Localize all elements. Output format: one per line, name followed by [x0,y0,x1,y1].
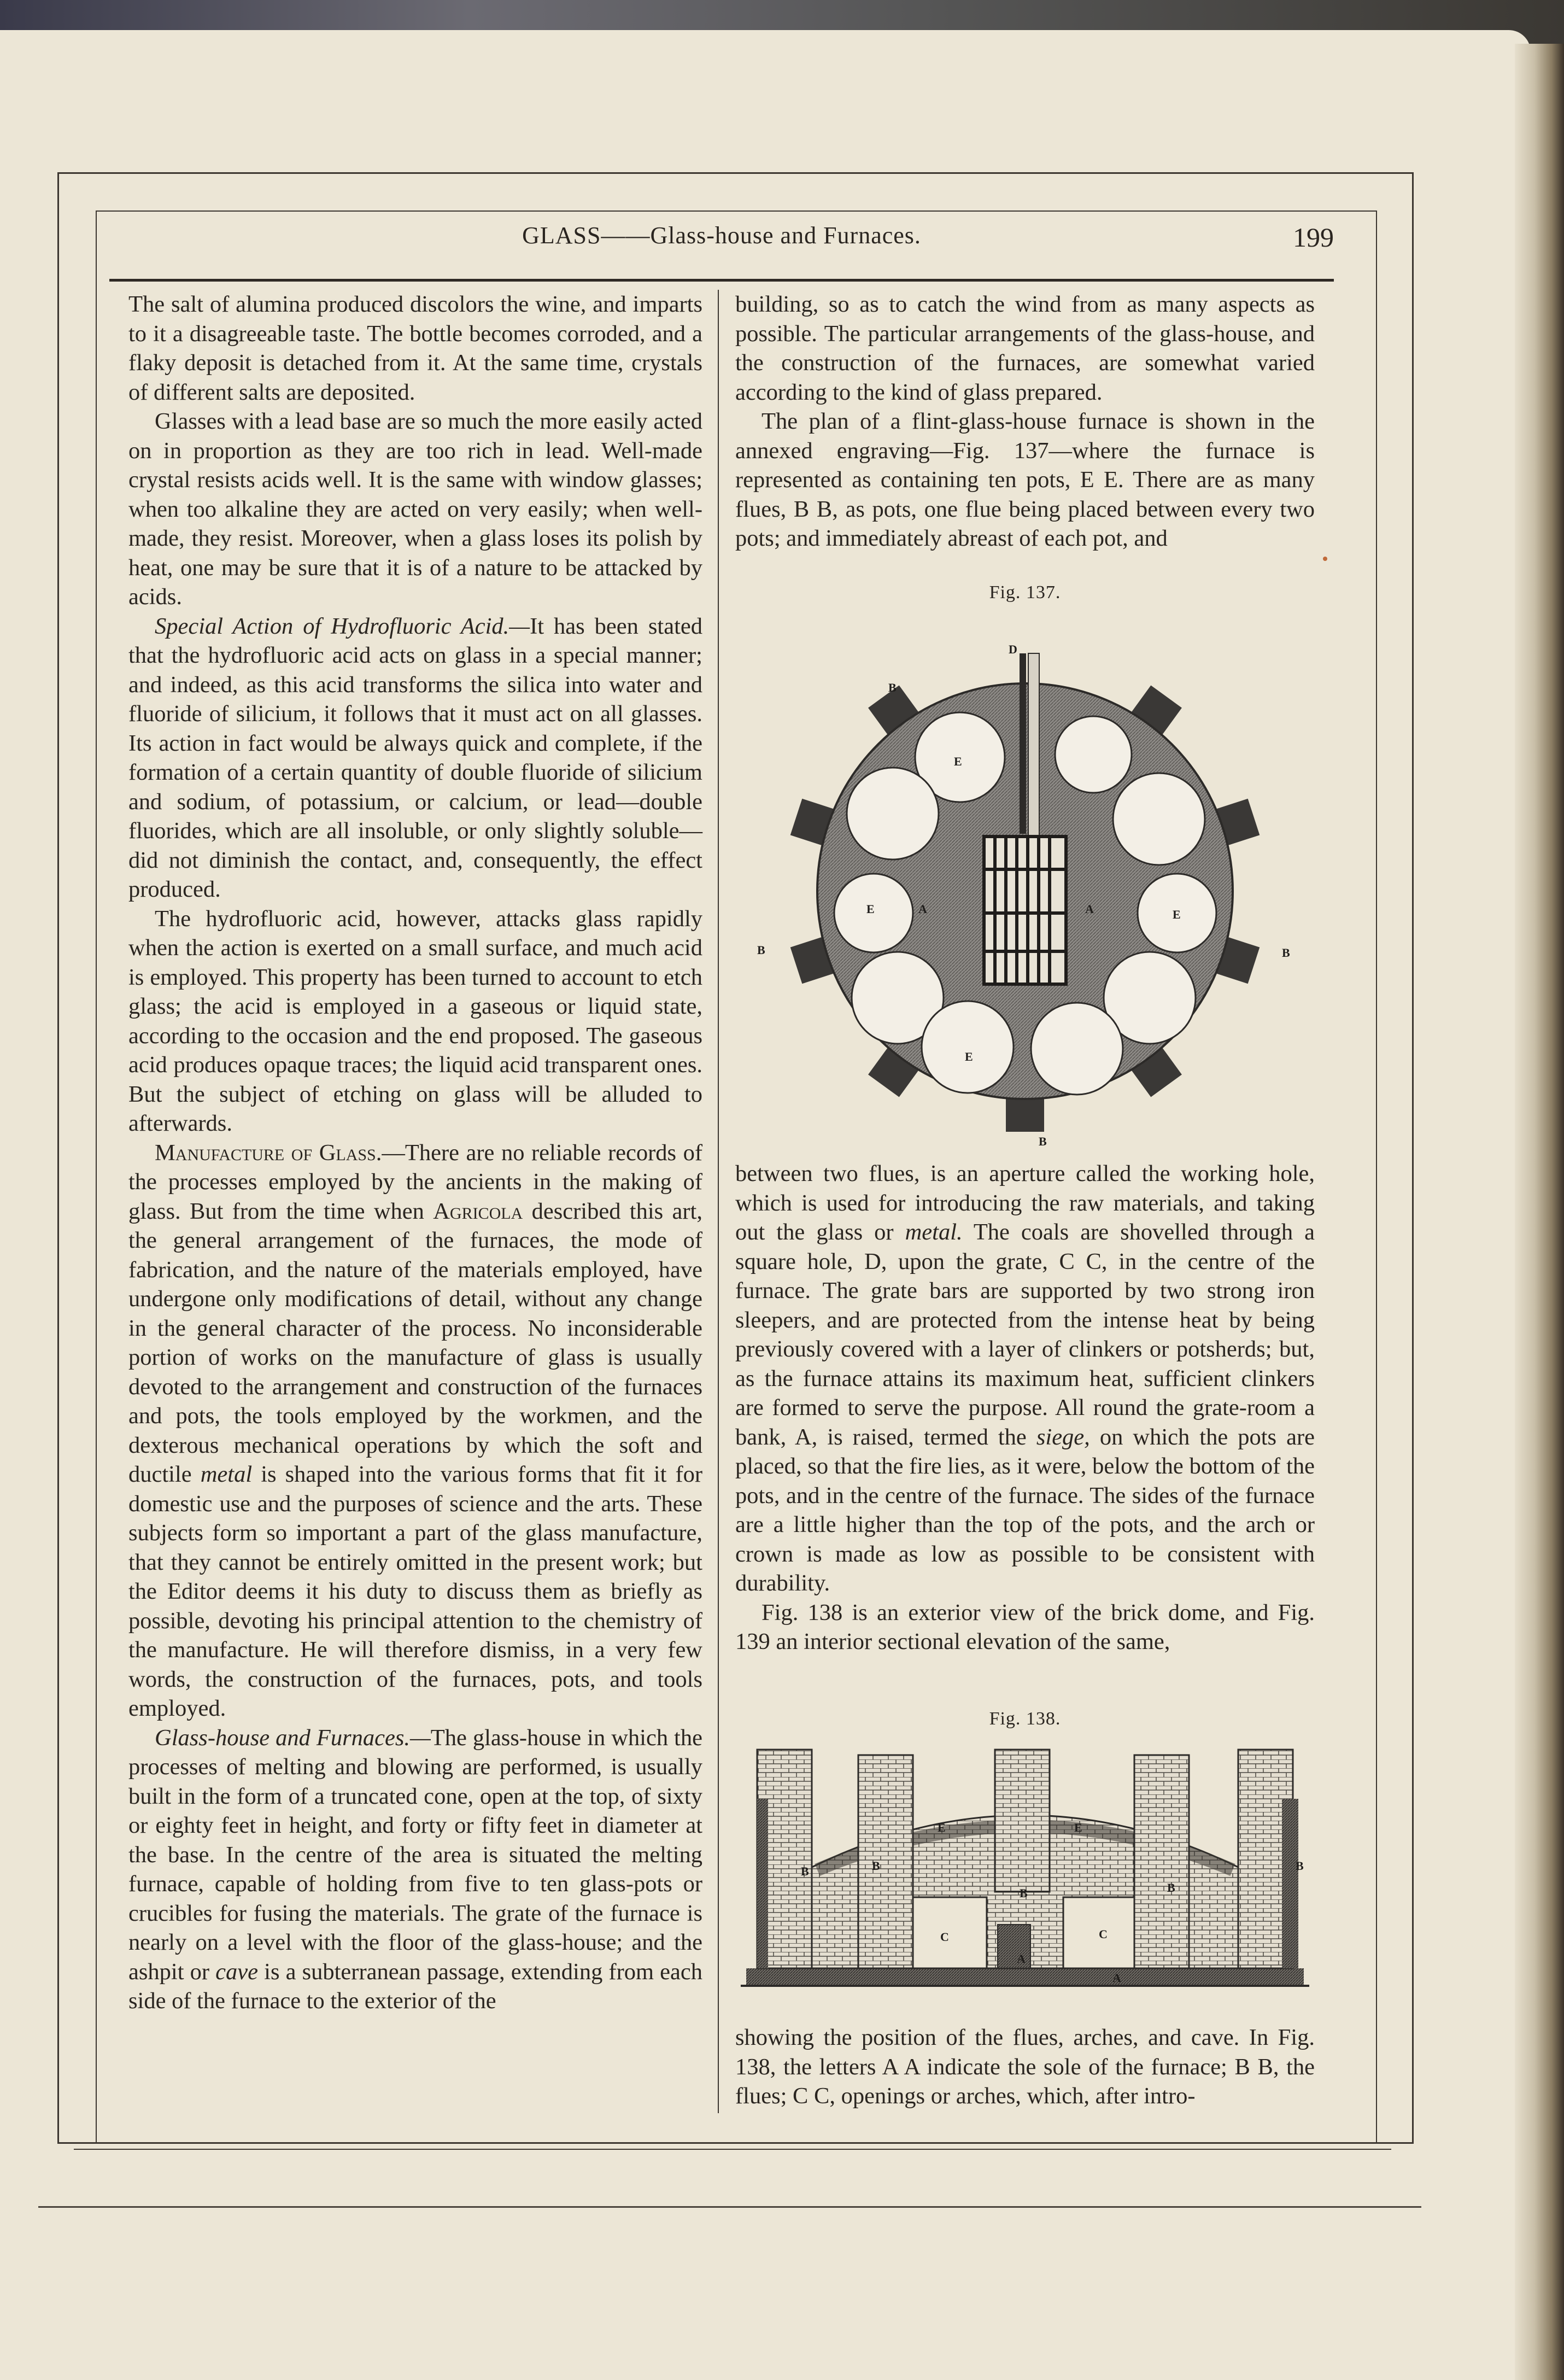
label-b: B [1039,1135,1047,1148]
label-e: E [954,755,962,768]
furnace-plan-diagram [735,607,1315,1154]
bottom-rule [38,2206,1421,2208]
paragraph: between two flues, is an aperture called the working hole, which is used for introducing the raw materials, and taking out the glass or metal. The coals are shovelled through a square hole, D, upon the grate, C C, in the centre of the furnace. The grate bars are supported by two strong iron sleepers, and are protected from the intense heat by being previously covered with a layer of clinkers or potsherds; but, as the furnace attains its maximum heat, sufficient clinkers are formed to serve the purpose. All round the grate-room a bank, A, is raised, termed the siege, on which the pots are placed, so that the fire lies, as it were, below the bottom of the pots, and in the centre of the furnace. The sides of the furnace are a little higher than the top of the pots, and the arch or crown is made as low as possible to be consistent with durability. [735,1161,1315,1596]
label-b: B [801,1864,809,1878]
figure-138 [735,1709,1315,2018]
section-heading: Special Action of Hydrofluoric Acid.— [155,613,530,639]
right-column-bottom [735,2023,1315,2111]
figure-caption: Fig. 138. [989,1709,1061,1729]
label-d: D [1009,642,1017,656]
label-b: B [888,681,897,694]
section-heading: Glass-house and Furnaces.— [155,1724,431,1751]
label-b: B [1167,1881,1175,1894]
paragraph: Special Action of Hydrofluoric Acid.—It has been stated that the hydrofluoric acid acts on glass in a special manner; and indeed, as this acid transforms the silica into water and fluoride of silicium, it follows that it must act on all glasses. Its action in fact would be always quick and complete, if the formation of a certain quantity of double fluoride of silicium and sodium, of potassium, or calcium, or lead—double fluorides, which are all insoluble, or only slightly soluble—did not diminish the contact, and, consequently, the effect produced. [128,613,702,902]
label-b: B [1020,1886,1028,1900]
label-e: E [965,1050,973,1063]
page-edge-shadow [1515,44,1564,2380]
label-b: B [1296,1859,1304,1873]
label-a: A [1112,1971,1121,1985]
page-border-base [74,2142,1391,2144]
paragraph: The hydrofluoric acid, however, attacks glass rapidly when the action is exerted on a small surface, and much acid is employed. This property has been turned to account to etch glass; the acid is employed in a gaseous or liquid state, according to the occasion and the end proposed. The gaseous acid produces opaque traces; the liquid acid transparent ones. But the subject of etching on glass will be alluded to afterwards. [128,905,702,1136]
paragraph: building, so as to catch the wind from as many aspects as possible. The particular arrangements of the glass-house, and the construction of the furnaces, are somewhat varied according to the kind of glass prepared. [735,291,1315,405]
label-e: E [1074,1821,1082,1834]
label-a: A [1017,1952,1026,1966]
left-column [128,290,702,2016]
brick-dome-diagram [735,1733,1315,2018]
paragraph: Fig. 138 is an exterior view of the brick dome, and Fig. 139 an interior sectional elevation of the same, [735,1599,1315,1654]
label-e: E [866,902,875,916]
running-header [109,221,1334,260]
figure-caption: Fig. 137. [989,582,1061,603]
figure-137 [735,582,1315,1154]
label-b: B [757,943,765,957]
label-e: E [938,1821,946,1834]
label-e: E [1173,908,1181,921]
right-column-middle [735,1159,1315,1657]
section-heading: Manufacture of Glass.— [155,1139,405,1166]
name-agricola: Agricola [433,1198,523,1224]
page-number: 199 [1293,222,1334,253]
ink-dot [1323,557,1327,561]
page-border-base-2 [74,2149,1391,2150]
running-title: GLASS——Glass-house and Furnaces. [522,222,921,249]
label-b: B [872,1859,880,1873]
column-divider [718,290,719,2113]
header-rule [109,279,1334,282]
paragraph: The salt of alumina produced discolors the wine, and imparts to it a disagreeable taste. The bottle becomes corroded, and a flaky deposit is detached from it. At the same time, crystals of different salts are deposited. [128,291,702,405]
paragraph: Glass-house and Furnaces.—The glass-house in which the processes of melting and blowing are performed, is usually built in the form of a truncated cone, open at the top, of sixty or eighty feet in height, and forty or fifty feet in diameter at the base. In the centre of the area is situated the melting furnace, capable of holding from five to ten glass-pots or crucibles for fusing the materials. The grate of the furnace is nearly on a level with the floor of the glass-house; and the ashpit or cave is a subterranean passage, extending from each side of the furnace to the exterior of the [128,1724,703,2014]
label-c: C [1099,1927,1108,1941]
right-column-top [735,290,1315,553]
paragraph: The plan of a flint-glass-house furnace is shown in the annexed engraving—Fig. 137—where the furnace is represented as containing ten pots, E E. There are as many flues, B B, as pots, one flue being placed between every two pots; and immediately abreast of each pot, and [735,408,1315,551]
paragraph: Glasses with a lead base are so much the more easily acted on in proportion as they are too rich in lead. Well-made crystal resists acids well. It is the same with window glasses; when too alkaline they are acted on very easily; when well-made, they resist. Moreover, when a glass loses its polish by heat, one may be sure that it is of a nature to be attacked by acids. [128,408,702,610]
paragraph: showing the position of the flues, arches, and cave. In Fig. 138, the letters A A indicate the sole of the furnace; B B, the flues; C C, openings or arches, which, after intro- [735,2025,1315,2109]
paragraph: Manufacture of Glass.—There are no reliable records of the processes employed by the ancients in the making of glass. But from the time when Agricola described this art, the general arrangement of the furnaces, the mode of fabrication, and the nature of the materials employed, have undergone only modifications of detail, without any change in the general character of the process. No inconsiderable portion of works on the manufacture of glass is usually devoted to the arrangement and construction of the furnaces and pots, the tools employed by the workmen, and the dexterous mechanical operations by which the soft and ductile metal is shaped into the various forms that fit it for domestic use and the purposes of science and the arts. These subjects form so important a part of the glass manufacture, that they cannot be entirely omitted in the present work; but the Editor deems it his duty to discuss them as briefly as possible, devoting his principal attention to the chemistry of the manufacture. He will therefore dismiss, in a very few words, the construction of the furnaces, pots, and tools employed. [128,1139,703,1721]
label-b: B [1282,946,1290,960]
label-c: C [940,1930,949,1944]
label-a: A [1085,902,1094,916]
label-a: A [918,902,927,916]
